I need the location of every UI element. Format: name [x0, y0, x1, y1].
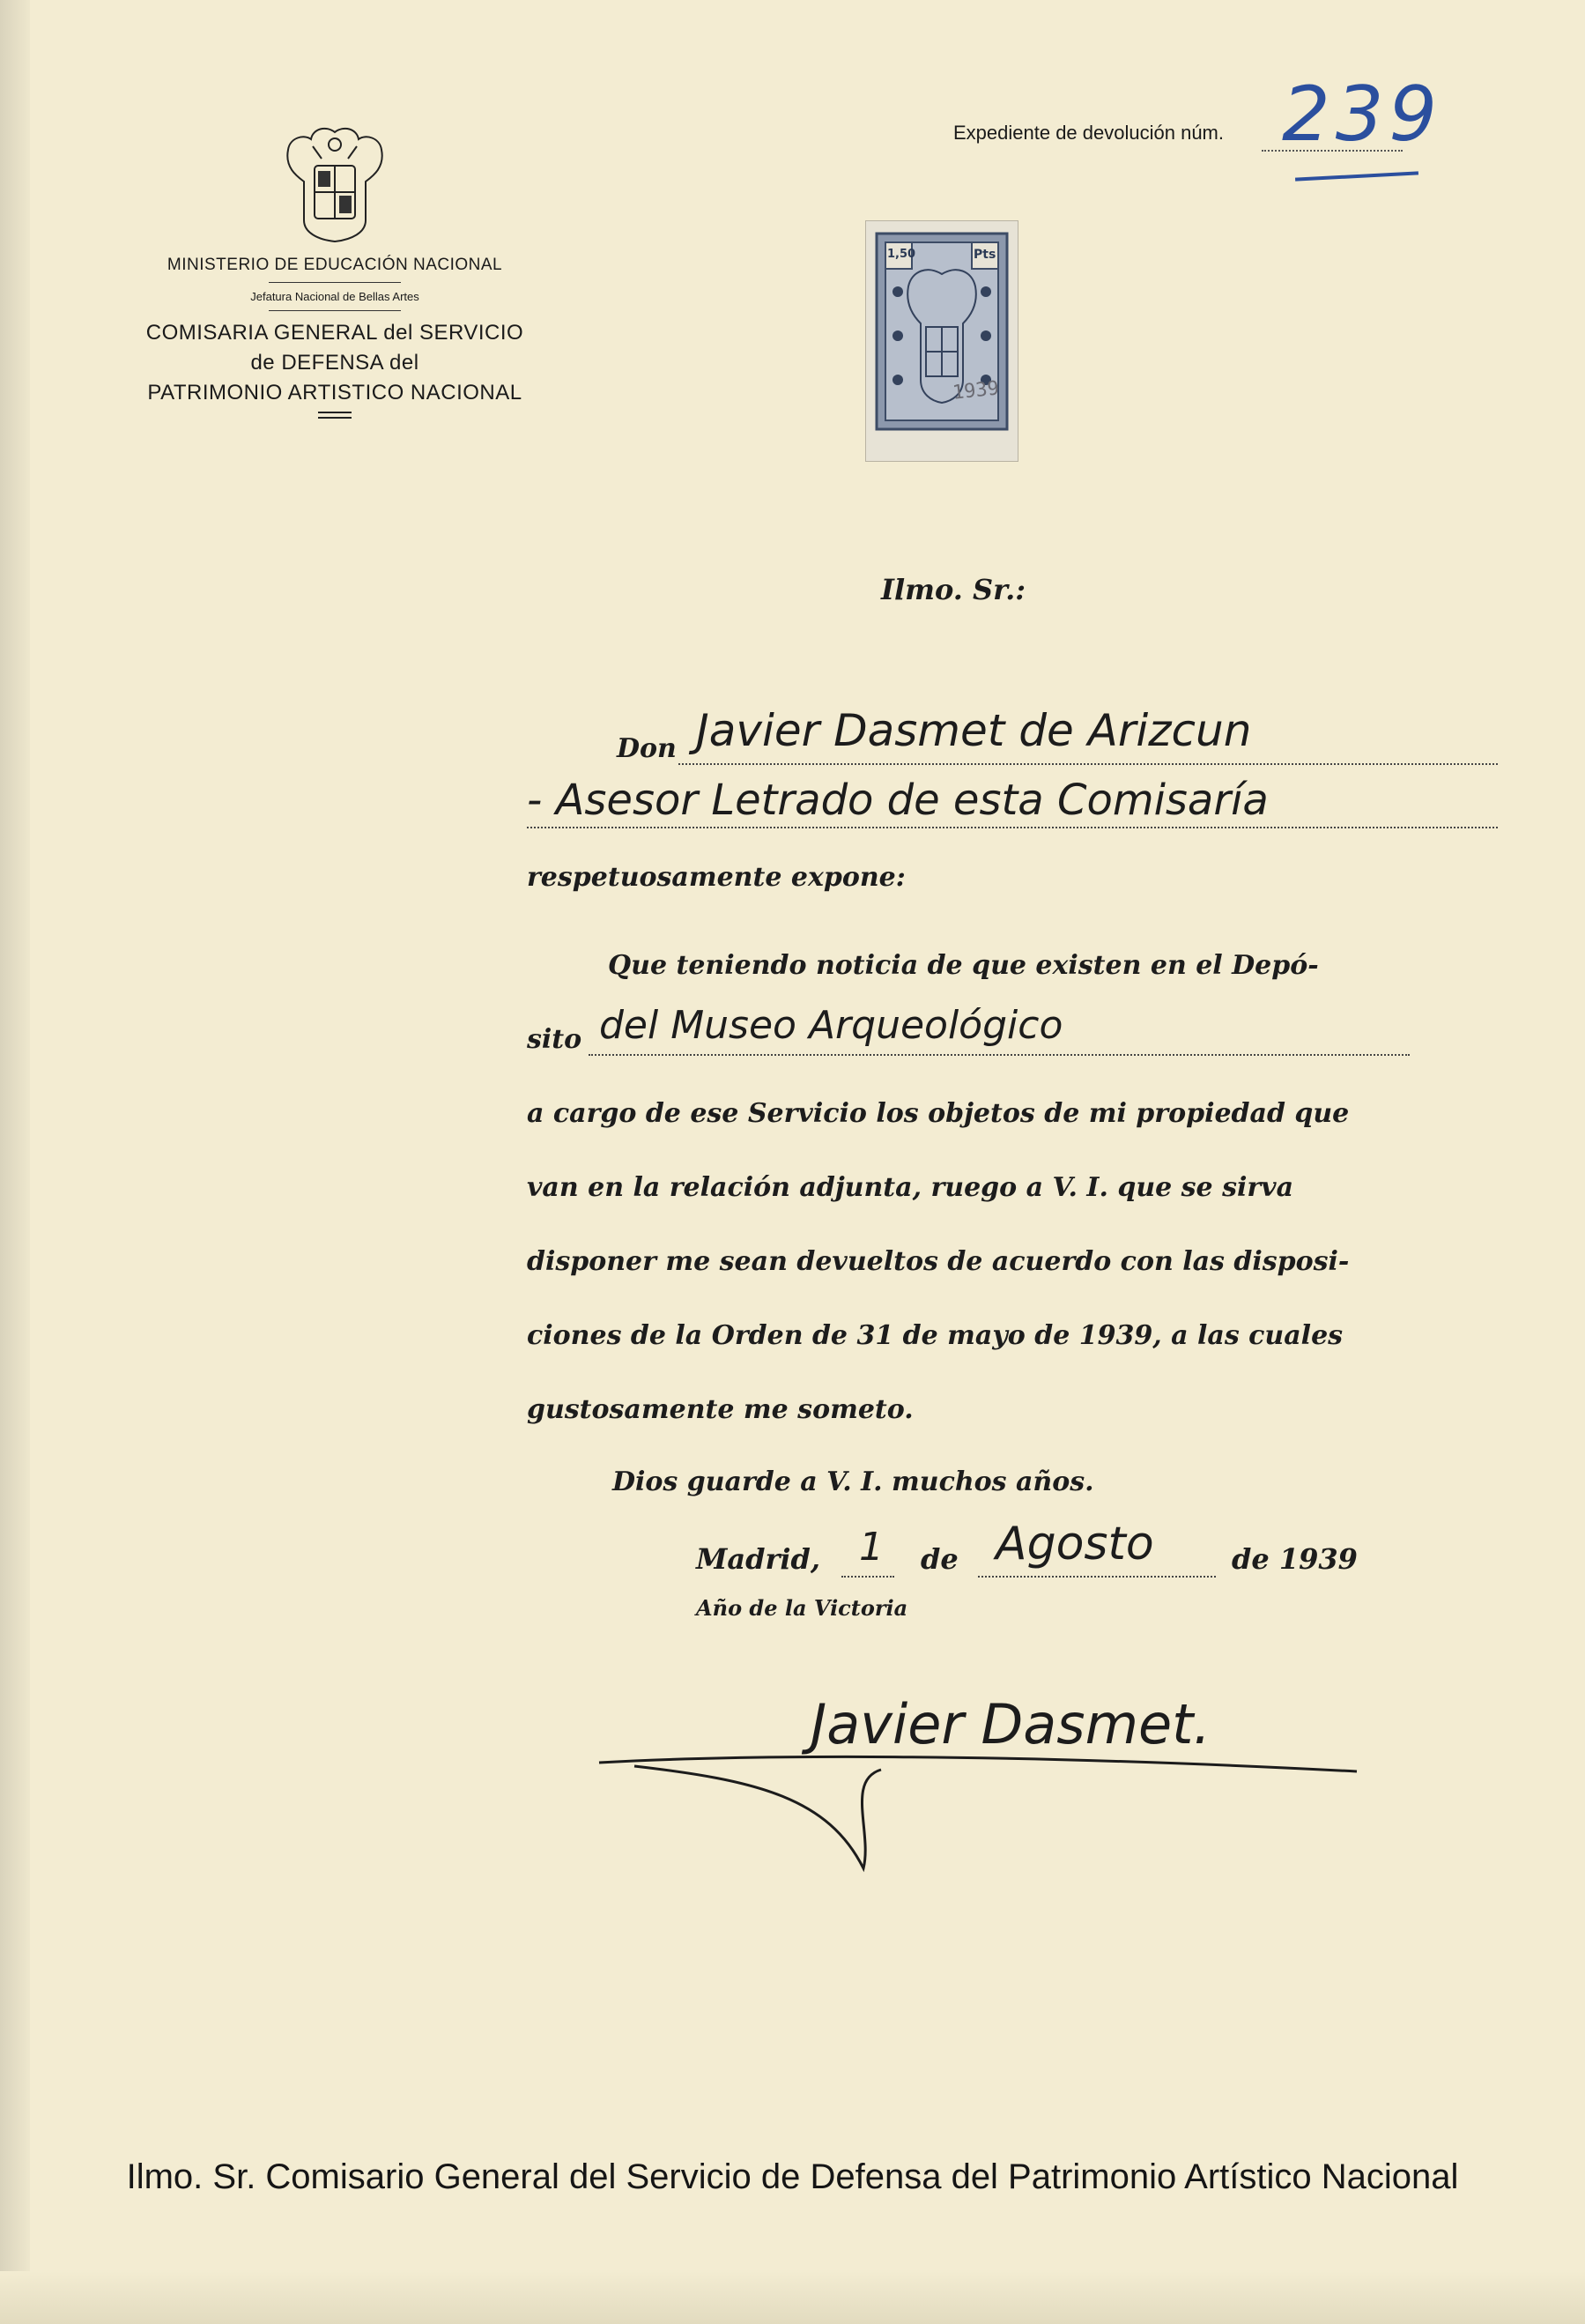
ministry-name: MINISTERIO DE EDUCACIÓN NACIONAL: [167, 256, 503, 274]
paragraph-sito: sito: [527, 1024, 582, 1055]
jefatura-name: Jefatura Nacional de Bellas Artes: [250, 290, 419, 303]
expediente-number-handwritten: 239: [1282, 71, 1443, 159]
date-city: Madrid,: [696, 1542, 821, 1576]
expediente-number-underline: [1295, 171, 1418, 181]
revenue-stamp: [865, 220, 1018, 462]
name-handwritten: Javier Dasmet de Arizcun: [696, 705, 1252, 756]
day-dotted-line: [841, 1576, 894, 1578]
respectfully-line: respetuosamente expone:: [527, 862, 906, 893]
comisaria-line-3: PATRIMONIO ARTISTICO NACIONAL: [147, 381, 522, 405]
month-dotted-line: [978, 1576, 1216, 1578]
name-dotted-line: [678, 763, 1498, 765]
double-rule: [318, 412, 352, 419]
deposit-dotted-line: [589, 1054, 1410, 1056]
divider: [269, 310, 401, 311]
date-month-handwritten: Agosto: [996, 1518, 1154, 1570]
role-dotted-line: [527, 827, 1498, 828]
expediente-label: Expediente de devolución núm.: [953, 122, 1224, 144]
salutation: Ilmo. Sr.:: [881, 573, 1026, 606]
paper-edge-bottom: [0, 2271, 1585, 2324]
stamp-currency: Pts: [974, 248, 996, 262]
divider: [269, 282, 401, 283]
closing-line: Dios guarde a V. I. muchos años.: [612, 1466, 1094, 1497]
letterhead: [115, 123, 555, 419]
paragraph-line-3: a cargo de ese Servicio los objetos de mi propiedad que: [527, 1098, 1350, 1129]
date-de-year: de 1939: [1232, 1542, 1358, 1576]
signature-handwritten: Javier Dasmet.: [811, 1692, 1211, 1756]
comisaria-line-2: de DEFENSA del: [250, 351, 419, 375]
paragraph-line-1: Que teniendo noticia de que existen en el Depó-: [608, 950, 1319, 981]
paragraph-line-5: disponer me sean devueltos de acuerdo con las disposi-: [527, 1246, 1350, 1277]
role-handwritten: - Asesor Letrado de esta Comisaría: [527, 776, 1269, 825]
paragraph-line-4: van en la relación adjunta, ruego a V. I. que se sirva: [527, 1172, 1294, 1203]
addressee-footer: Ilmo. Sr. Comisario General del Servicio de Defensa del Patrimonio Artístico Nacional: [126, 2157, 1459, 2196]
don-label: Don: [617, 733, 677, 764]
signature-flourish: [581, 1727, 1374, 1886]
comisaria-line-1: COMISARIA GENERAL del SERVICIO: [145, 321, 524, 345]
paper-edge-left: [0, 0, 30, 2324]
coat-of-arms-icon: [278, 123, 392, 247]
comisaria-name: [115, 318, 555, 408]
date-de: de: [921, 1542, 959, 1576]
stamp-value: 1,50: [887, 248, 916, 261]
stamp-postmark-year: 1939: [951, 377, 1001, 405]
paragraph-line-7: gustosamente me someto.: [527, 1394, 914, 1425]
date-day-handwritten: 1: [859, 1525, 884, 1570]
deposit-handwritten: del Museo Arqueológico: [599, 1003, 1063, 1048]
victory-year: Año de la Victoria: [696, 1595, 908, 1621]
paragraph-line-6: ciones de la Orden de 31 de mayo de 1939, a las cuales: [527, 1320, 1344, 1351]
